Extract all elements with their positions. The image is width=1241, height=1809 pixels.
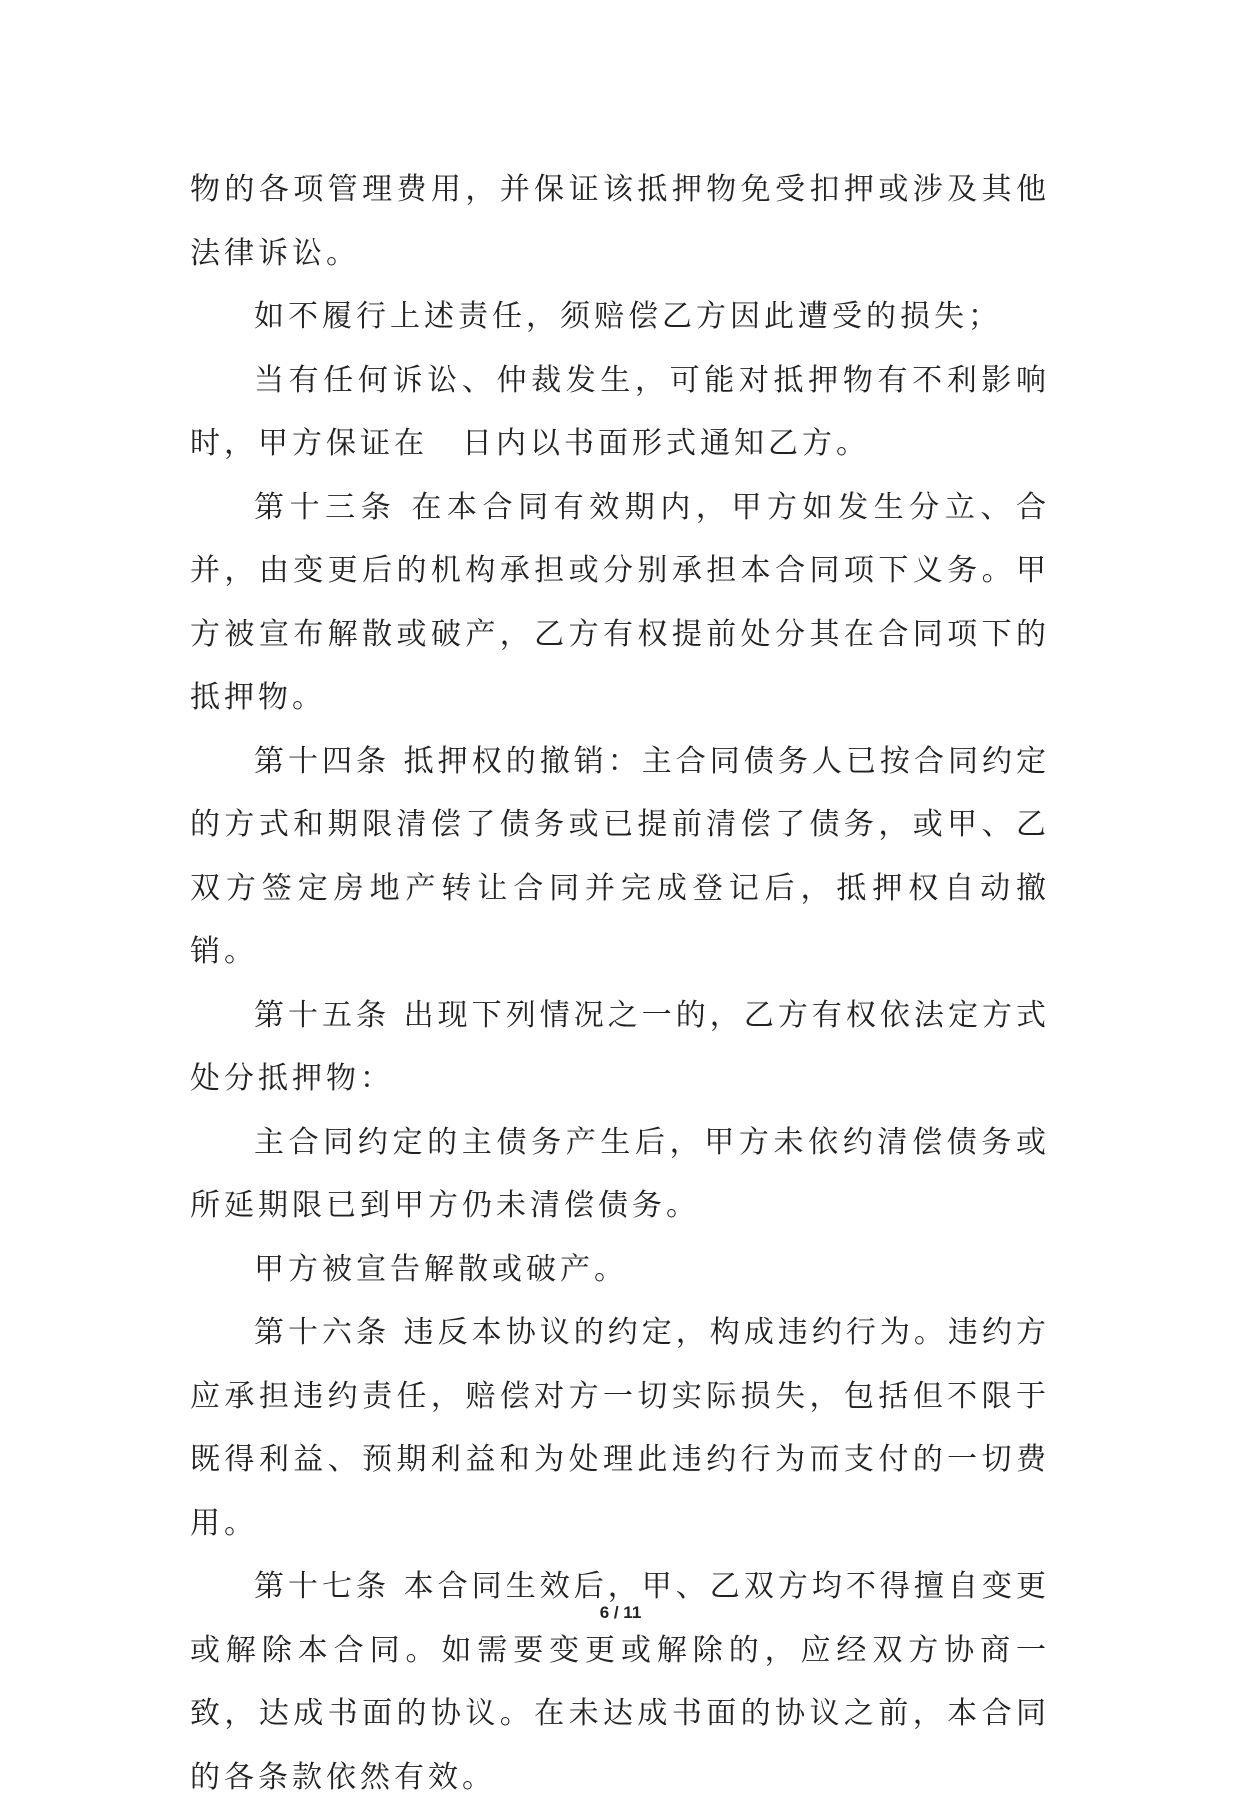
document-body [190,158,1050,1809]
paragraph-2: 如不履行上述责任，须赔偿乙方因此遭受的损失； [254,299,1002,334]
paragraph-article-13: 第十三条 在本合同有效期内，甲方如发生分立、合并，由变更后的机构承担或分别承担本合同项下义务。甲方被宣布解散或破产，乙方有权提前处分其在合同项下的抵押物。 [190,489,1050,715]
paragraph-7: 主合同约定的主债务产生后，甲方未依约清偿债务或所延期限已到甲方仍未清偿债务。 [190,1124,1050,1223]
page-number: 6 / 11 [599,1603,642,1622]
paragraph-3: 当有任何诉讼、仲裁发生，可能对抵押物有不利影响时，甲方保证在 日内以书面形式通知乙方。 [190,362,1050,461]
paragraph-article-17: 第十七条 本合同生效后，甲、乙双方均不得擅自变更或解除本合同。如需要变更或解除的，应经双方协商一致，达成书面的协议。在未达成书面的协议之前，本合同的各条款依然有效。 [190,1569,1050,1795]
paragraph-article-14: 第十四条 抵押权的撤销：主合同债务人已按合同约定的方式和期限清偿了债务或已提前清偿了债务，或甲、乙双方签定房地产转让合同并完成登记后，抵押权自动撤销。 [190,743,1050,969]
paragraph-1: 物的各项管理费用，并保证该抵押物免受扣押或涉及其他法律诉讼。 [190,172,1050,271]
paragraph-8: 甲方被宣告解散或破产。 [254,1251,628,1287]
paragraph-article-16: 第十六条 违反本协议的约定，构成违约行为。违约方应承担违约责任，赔偿对方一切实际损失，包括但不限于既得利益、预期利益和为处理此违约行为而支付的一切费用。 [190,1315,1050,1541]
paragraph-article-15: 第十五条 出现下列情况之一的，乙方有权依法定方式处分抵押物： [190,997,1050,1096]
